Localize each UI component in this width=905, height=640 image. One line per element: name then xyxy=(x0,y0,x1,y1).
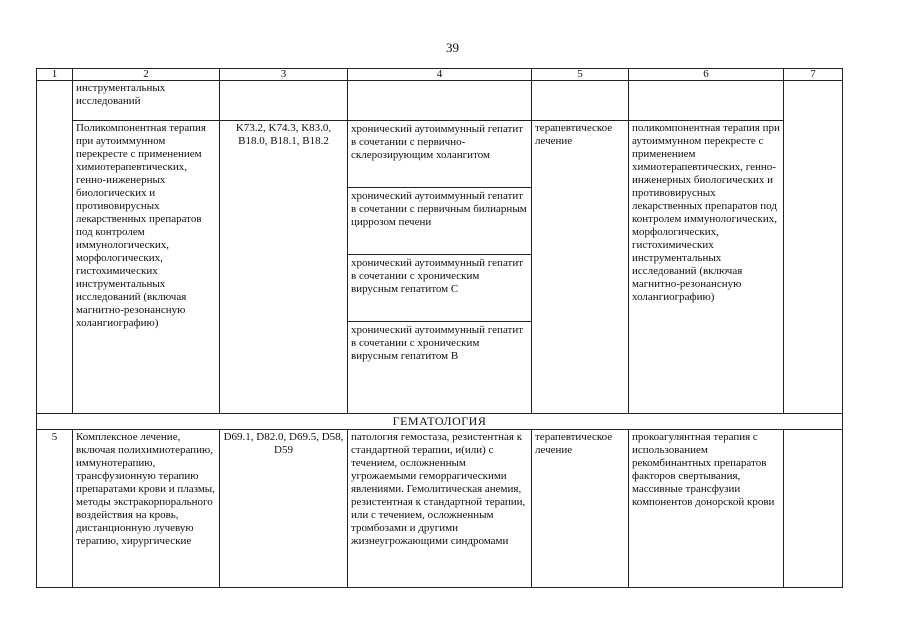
diagnosis-cell xyxy=(348,81,532,121)
treatment-method-cell: прокоагулянтная терапия с использованием рекомбинантных препаратов факторов свертывания, массивные трансфузии компонентов донорской крови xyxy=(629,430,784,588)
norm-cell xyxy=(784,81,843,414)
diagnosis-item: хронический аутоиммунный гепатит в сочетании с первично-склерозирующим холангитом xyxy=(348,121,531,188)
treatment-method-cell xyxy=(629,81,784,121)
column-number: 4 xyxy=(348,69,532,81)
treatment-method-cell: поликомпонентная терапия при аутоиммунном перекресте с применением химиотерапевтических, генно-инженерных биологических и противовирусных лекарственных препаратов под контролем иммунологических, морфологических, гистохимических инструментальных исследований (включая магнитно-резонансную холангиографию) xyxy=(629,121,784,414)
treatment-type-cell xyxy=(532,81,629,121)
column-number: 3 xyxy=(220,69,348,81)
section-row xyxy=(37,414,843,430)
diagnosis-cell: патология гемостаза, резистентная к стандартной терапии, и(или) с течением, осложненным угрожаемыми геморрагическими явлениями. Гемолитическая анемия, резистентная к стандартной терапии, или с течением, осложненным тромбозами и другими жизнеугрожающими синдромами xyxy=(348,430,532,588)
icd-code-cell: K73.2, K74.3, K83.0, B18.0, B18.1, B18.2 xyxy=(220,121,348,414)
table-row xyxy=(37,81,843,121)
diagnosis-item: хронический аутоиммунный гепатит в сочетании с хроническим вирусным гепатитом B xyxy=(351,324,524,362)
norm-cell xyxy=(784,430,843,588)
treatment-type-cell: терапевтическое лечение xyxy=(532,121,629,414)
section-title: ГЕМАТОЛОГИЯ xyxy=(37,414,843,430)
column-number: 6 xyxy=(629,69,784,81)
diagnosis-item: хронический аутоиммунный гепатит в сочетании с хроническим вирусным гепатитом C xyxy=(348,255,531,322)
icd-code-cell xyxy=(220,81,348,121)
column-number: 5 xyxy=(532,69,629,81)
method-cell: Поликомпонентная терапия при аутоиммунном перекресте с применением химиотерапевтических, генно-инженерных биологических и противовирусных лекарственных препаратов под контролем иммунологических, морфологических, гистохимических инструментальных исследований (включая магнитно-резонансную холангиографию) xyxy=(73,121,220,414)
method-cell: Комплексное лечение, включая полихимиотерапию, иммунотерапию, трансфузионную терапию препаратами крови и плазмы, методы экстракорпорального воздействия на кровь, дистанционную лучевую терапию, хирургические xyxy=(73,430,220,588)
icd-code-cell: D69.1, D82.0, D69.5, D58, D59 xyxy=(220,430,348,588)
row-number-cell: 5 xyxy=(37,430,73,588)
page-number: 39 xyxy=(446,40,459,55)
column-number: 1 xyxy=(37,69,73,81)
method-cell: инструментальных исследований xyxy=(73,81,220,121)
diagnosis-item: хронический аутоиммунный гепатит в сочетании с первичным билиарным циррозом печени xyxy=(348,188,531,255)
treatment-type-cell: терапевтическое лечение xyxy=(532,430,629,588)
diagnosis-cell xyxy=(348,121,532,414)
column-number: 2 xyxy=(73,69,220,81)
table-row xyxy=(37,430,843,588)
row-number-cell xyxy=(37,81,73,414)
medical-care-table xyxy=(36,68,843,588)
column-number: 7 xyxy=(784,69,843,81)
column-number-row xyxy=(37,69,843,81)
table-row xyxy=(37,121,843,414)
